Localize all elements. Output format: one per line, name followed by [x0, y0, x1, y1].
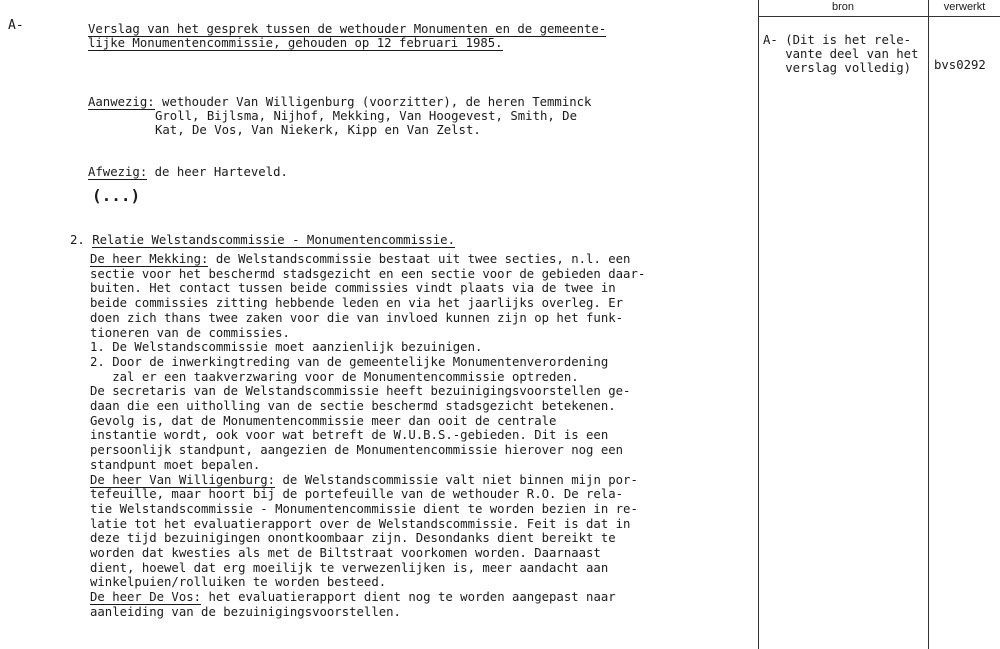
body-text: daan die een uitholling van de sectie beschermd stadsgezicht betekenen.	[90, 399, 616, 413]
body-text: instantie wordt, ook voor wat betreft de W.U.B.S.-gebieden. Dit is een	[90, 428, 609, 442]
body-text: winkelpuien/rolluiken te worden besteed.	[90, 575, 387, 589]
body-line	[90, 311, 623, 325]
body-text: Gevolg is, dat de Monumentencommissie meer dan ooit de centrale	[90, 414, 557, 428]
section-heading	[70, 233, 455, 247]
body-line	[90, 399, 616, 413]
document-marker: A-	[8, 18, 24, 33]
body-text: worden dat kwesties als met de Biltstraat voorkomen worden. Daarnaast	[90, 546, 601, 560]
body-text: persoonlijk standpunt, aangezien de Monumentencommissie hierover nog een	[90, 443, 624, 457]
attendees-line	[88, 95, 591, 109]
body-text: dient, hoewel dat erg moeilijk te verwezenlijken is, meer aandacht aan	[90, 561, 609, 575]
body-line	[90, 414, 556, 428]
body-line	[90, 267, 645, 281]
attendees-text: wethouder Van Willigenburg (voorzitter), de heren Temminck	[154, 95, 592, 109]
body-line	[90, 384, 630, 398]
body-line	[90, 296, 623, 310]
section-title: Relatie Welstandscommissie - Monumentencommissie.	[92, 233, 455, 247]
body-line	[90, 546, 601, 560]
section-number: 2.	[70, 233, 93, 247]
body-line	[90, 281, 616, 295]
speaker-name: De heer Van Willigenburg:	[90, 473, 276, 487]
body-text: beide commissies zitting hebbende leden en via het jaarlijks overleg. Er	[90, 296, 624, 310]
body-text: de Welstandscommissie valt niet binnen mijn por-	[275, 473, 638, 487]
document-title-line	[88, 22, 606, 36]
column-header-bron: bron	[831, 1, 855, 13]
body-text: zal er een taakverzwaring voor de Monumentencommissie optreden.	[90, 370, 579, 384]
body-line	[90, 443, 623, 457]
verwerkt-code: bvs0292	[934, 58, 986, 72]
body-line	[90, 252, 630, 266]
title-text: lijke Monumentencommissie, gehouden op 12 februari 1985.	[88, 36, 503, 50]
ellipsis	[92, 186, 141, 205]
attendees-line	[155, 109, 577, 123]
body-line	[90, 355, 608, 369]
body-text: aanleiding van de bezuinigingsvoorstellen.	[90, 605, 401, 619]
body-text: buiten. Het contact tussen beide commissies vindt plaats via de twee in	[90, 281, 616, 295]
body-text: 2. Door de inwerkingtreding van de gemeentelijke Monumentenverordening	[90, 355, 609, 369]
column-divider-bron	[758, 0, 759, 649]
body-text: sectie voor het beschermd stadsgezicht en een sectie voor de gebieden daar-	[90, 267, 646, 281]
body-line	[90, 517, 630, 531]
attendees-text: Kat, De Vos, Van Niekerk, Kipp en Van Zelst.	[155, 123, 481, 137]
body-line	[90, 473, 638, 487]
column-header-verwerkt: verwerkt	[943, 1, 986, 13]
bron-note-line: verslag volledig)	[763, 61, 912, 75]
body-line	[90, 575, 386, 589]
body-line	[90, 370, 579, 384]
body-text: standpunt moet bepalen.	[90, 458, 261, 472]
ellipsis-text: (...)	[92, 186, 141, 205]
attendees-label: Aanwezig:	[88, 95, 155, 109]
bron-note-line: A- (Dit is het rele-	[763, 33, 912, 47]
attendees-text: Groll, Bijlsma, Nijhof, Mekking, Van Hoogevest, Smith, De	[155, 109, 577, 123]
body-line	[90, 326, 290, 340]
body-text: 1. De Welstandscommissie moet aanzienlijk bezuinigen.	[90, 340, 483, 354]
body-text: het evaluatierapport dient nog te worden aangepast naar	[201, 590, 616, 604]
body-line	[90, 590, 616, 604]
attendees-line	[155, 123, 481, 137]
body-text: tioneren van de commissies.	[90, 326, 290, 340]
body-line	[90, 502, 638, 516]
bron-note-line: vante deel van het	[763, 47, 919, 61]
body-text: deze tijd bezuinigingen onontkoombaar zijn. Desondanks dient bereikt te	[90, 531, 616, 545]
body-text: tie Welstandscommissie - Monumentencommissie dient te worden bezien in re-	[90, 502, 638, 516]
speaker-name: De heer Mekking:	[90, 252, 209, 266]
body-line	[90, 561, 608, 575]
body-text: de Welstandscommissie bestaat uit twee secties, n.l. een	[208, 252, 631, 266]
body-line	[90, 531, 616, 545]
speaker-name: De heer De Vos:	[90, 590, 202, 604]
body-text: tefeuille, maar hoort bij de portefeuille van de wethouder R.O. De rela-	[90, 487, 624, 501]
body-line	[90, 340, 482, 354]
body-text: latie tot het evaluatierapport over de Welstandscommissie. Feit is dat in	[90, 517, 631, 531]
body-line	[90, 605, 401, 619]
column-divider-verwerkt	[928, 0, 929, 649]
title-text: Verslag van het gesprek tussen de wethouder Monumenten en de gemeente-	[88, 22, 607, 36]
absent-text: de heer Harteveld.	[147, 165, 288, 179]
body-line	[90, 458, 260, 472]
absent-label: Afwezig:	[88, 165, 148, 179]
document-title-line	[88, 36, 503, 50]
body-line	[90, 487, 623, 501]
body-text: De secretaris van de Welstandscommissie heeft bezuinigingsvoorstellen ge-	[90, 384, 631, 398]
absent-line	[88, 165, 288, 179]
body-line	[90, 428, 608, 442]
header-rule	[758, 16, 1000, 17]
body-text: doen zich thans twee zaken voor die van invloed kunnen zijn op het funk-	[90, 311, 624, 325]
